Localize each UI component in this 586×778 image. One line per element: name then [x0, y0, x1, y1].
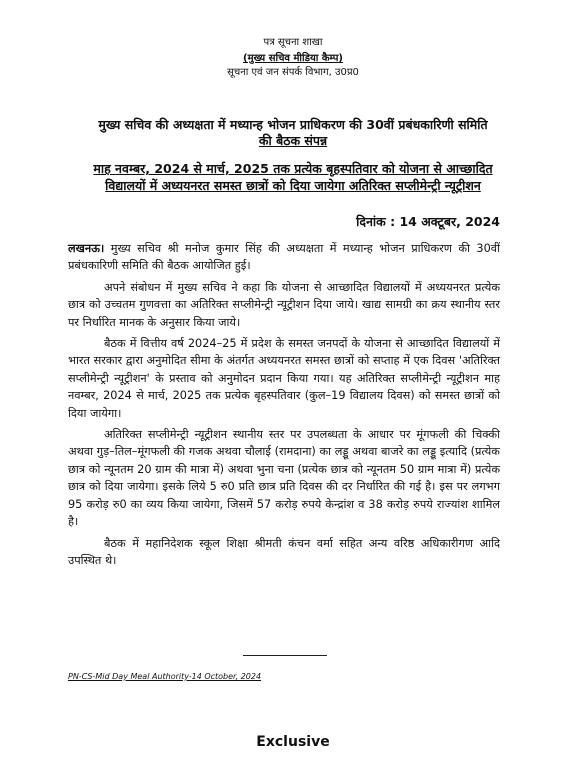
title-line-1: मुख्य सचिव की अध्यक्षता में मध्यान्ह भोजन प्राधिकरण की 30वीं प्रबंधकारिणी समिति	[98, 117, 488, 132]
paragraph-5: बैठक में महानिदेशक स्कूल शिक्षा श्रीमती कंचन वर्मा सहित अन्य वरिष्ठ अधिकारीगण आदि उपस्थित थे।	[68, 536, 500, 567]
header-camp: (मुख्य सचिव मीडिया कैम्प)	[243, 53, 343, 64]
header-department: सूचना एवं जन संपर्क विभाग, उ0प्र0	[227, 67, 359, 78]
release-body	[68, 240, 500, 573]
release-date: दिनांक : 14 अक्टूबर, 2024	[356, 214, 500, 229]
subtitle-line-1: माह नवम्बर, 2024 से मार्च, 2025 तक प्रत्येक बृहस्पतिवार को योजना से आच्छादित	[93, 161, 493, 176]
closing-divider	[243, 655, 327, 656]
release-title	[40, 117, 546, 149]
exclusive-watermark: Exclusive	[256, 734, 330, 750]
header-branch: पत्र सूचना शाखा	[263, 37, 323, 48]
paragraph-3: बैठक में वित्तीय वर्ष 2024–25 में प्रदेश के समस्त जनपदों के योजना से आच्छादित विद्यालयों में भारत सरकार द्वारा अनुमोदित सीमा के अंतर्गत अध्ययनरत समस्त छात्रों को सप्ताह में एक दिवस 'अतिरिक्त सप्लीमेन्ट्री न्यूट्रीशन' के प्रस्ताव को अनुमोदन प्रदान किया गया। यह अतिरिक्त सप्लीमेन्ट्री न्यूट्रीशन माह नवम्बर, 2024 से मार्च, 2025 तक प्रत्येक बृहस्पतिवार (कुल–19 विद्यालय दिवस) को समस्त छात्रों को दिया जायेगा।	[68, 337, 500, 420]
title-line-2: की बैठक संपन्न	[258, 133, 328, 148]
subtitle-line-2: विद्यालयों में अध्ययनरत समस्त छात्रों को दिया जायेगा अतिरिक्त सप्लीमेन्ट्री न्यूट्रीशन	[105, 178, 481, 193]
paragraph-4: अतिरिक्त सप्लीमेन्ट्री न्यूट्रीशन स्थानीय स्तर पर उपलब्धता के आधार पर मूंगफली की चिक्की अथवा गुड़–तिल–मूंगफली की गजक अथवा चौलाई (रामदाना) का लड्डू अथवा बाजरे का लड्डू इत्यादि (प्रत्येक छात्र को न्यूनतम 20 ग्राम की मात्रा में) अथवा भुना चना (प्रत्येक छात्र को न्यूनतम 50 ग्राम मात्रा में) प्रत्येक छात्र को दिया जायेगा। इसके लिये 5 रु0 प्रति छात्र प्रति दिवस की दर निर्धारित की गई है। इस पर लगभग 95 करोड़ रु0 का व्यय किया जायेगा, जिसमें 57 करोड़ रुपये केन्द्रांश व 38 करोड़ रुपये राज्यांश शामिल है।	[68, 428, 500, 529]
release-subtitle	[40, 160, 546, 194]
dateline-place: लखनऊ।	[68, 242, 105, 255]
paragraph-1	[68, 240, 500, 275]
paragraph-1-text: मुख्य सचिव श्री मनोज कुमार सिंह की अध्यक्षता में मध्यान्ह भोजन प्राधिकरण की 30वीं प्रबंधकारिणी समिति की बैठक आयोजित हुई।	[68, 242, 501, 273]
file-reference: PN-CS-Mid Day Meal Authority-14 October, 2024	[68, 672, 262, 681]
paragraph-2: अपने संबोधन में मुख्य सचिव ने कहा कि योजना से आच्छादित विद्यालयों में अध्ययनरत प्रत्येक छात्र को उच्चतम गुणवत्ता का अतिरिक्त सप्लीमेन्ट्री न्यूट्रीशन दिया जाये। खाद्य सामग्री का क्रय स्थानीय स्तर पर निर्धारित मानक के अनुसार किया जाये।	[68, 280, 500, 329]
